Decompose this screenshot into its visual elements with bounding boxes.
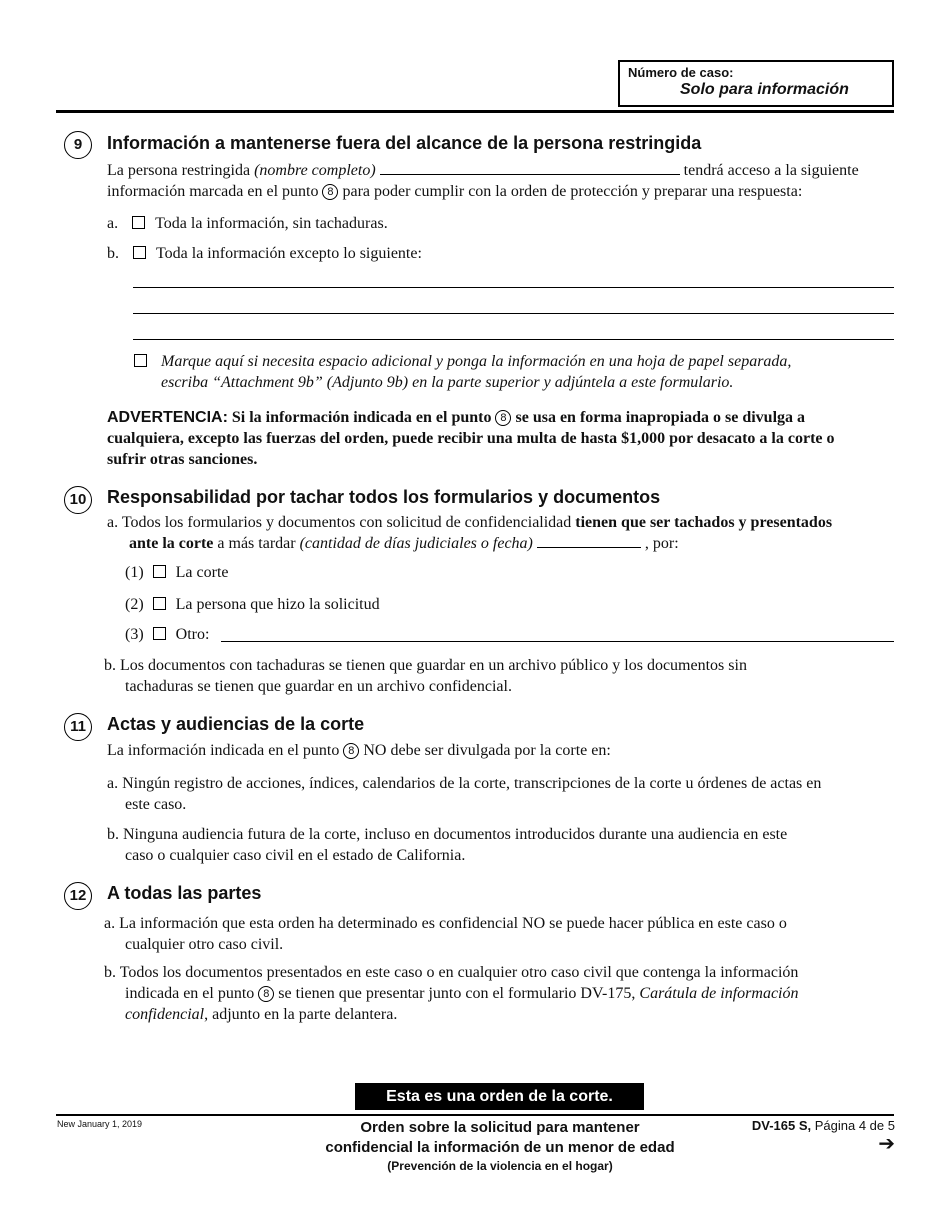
- section-11-intro: La información indicada en el punto 8 NO debe ser divulgada por la corte en:: [107, 742, 611, 759]
- section-12a: a. La información que esta orden ha determinado es confidencial NO se puede hacer pública en este caso o cualquier otro caso civil.: [104, 915, 787, 953]
- court-order-banner: Esta es una orden de la corte.: [355, 1083, 644, 1110]
- warning-label: ADVERTENCIA:: [107, 409, 228, 426]
- form-page-info: [700, 1118, 895, 1155]
- section-10a-line2: ante la corte a más tardar (cantidad de días judiciales o fecha) , por:: [129, 535, 679, 552]
- section-9-number: 9: [64, 131, 92, 159]
- restricted-person-name-field[interactable]: [380, 174, 680, 175]
- section-10-title: Responsabilidad por tachar todos los formularios y documentos: [107, 487, 661, 507]
- section-9-intro-line2: información marcada en el punto 8 para poder cumplir con la orden de protección y preparar una respuesta:: [107, 183, 803, 200]
- checkbox-10a3[interactable]: [153, 627, 166, 640]
- checkbox-10a1[interactable]: [153, 565, 166, 578]
- option-10a3: (3) Otro:: [125, 626, 210, 643]
- case-number-label: Número de caso:: [628, 65, 734, 80]
- option-9b: b. Toda la información excepto lo siguiente:: [107, 245, 422, 262]
- other-party-field[interactable]: [221, 641, 894, 642]
- footer-rule: [56, 1114, 894, 1116]
- section-9-title: Información a mantenerse fuera del alcance de la persona restringida: [107, 133, 702, 153]
- item-8-ref-icon: 8: [258, 986, 274, 1002]
- case-number-box: [618, 60, 894, 107]
- option-10a2: (2) La persona que hizo la solicitud: [125, 596, 380, 613]
- warning-line-3: sufrir otras sanciones.: [107, 451, 258, 468]
- exception-line-3[interactable]: [133, 339, 894, 340]
- section-11-title: Actas y audiencias de la corte: [107, 714, 365, 734]
- section-9-intro: La persona restringida (nombre completo) tendrá acceso a la siguiente: [107, 162, 859, 179]
- warning-line-1: ADVERTENCIA: Si la información indicada en el punto 8 se usa en forma inapropiada o se divulga a: [107, 409, 806, 426]
- item-8-ref-icon: 8: [343, 743, 359, 759]
- form-title: Orden sobre la solicitud para mantener confidencial la información de un menor de edad (Prevención de la violencia en el hogar): [325, 1119, 675, 1173]
- checkbox-10a2[interactable]: [153, 597, 166, 610]
- redaction-deadline-field[interactable]: [537, 547, 641, 548]
- section-10b: b. Los documentos con tachaduras se tienen que guardar en un archivo público y los documentos sin tachaduras se tienen que guardar en un archivo confidencial.: [104, 657, 747, 695]
- section-11a: a. Ningún registro de acciones, índices, calendarios de la corte, transcripciones de la corte u órdenes de actas en este caso.: [107, 775, 822, 813]
- revision-date: New January 1, 2019: [57, 1119, 143, 1129]
- page-number: Página 4 de 5: [811, 1118, 895, 1133]
- item-8-ref-icon: 8: [495, 410, 511, 426]
- form-id: DV-165 S,: [751, 1118, 812, 1133]
- item-8-ref-icon: 8: [322, 184, 338, 200]
- section-11-number: 11: [64, 713, 92, 741]
- exception-line-1[interactable]: [133, 287, 894, 288]
- checkbox-attachment-9b[interactable]: [134, 354, 147, 367]
- attachment-note: Marque aquí si necesita espacio adicional y ponga la información en una hoja de papel separada, escriba “Attachment 9b” (Adjunto 9b) en la parte superior y adjúntela a este formulario.: [161, 353, 792, 391]
- checkbox-9b[interactable]: [133, 246, 146, 259]
- header-rule: [56, 110, 894, 113]
- section-12b: b. Todos los documentos presentados en este caso o en cualquier otro caso civil que contenga la información indicada en el punto 8 se tienen que presentar junto con el formulario DV-175, Carátula de información confidencial, adjunto en la parte delantera.: [104, 964, 799, 1023]
- option-10a1: (1) La corte: [125, 564, 229, 581]
- section-10a-line1: a. Todos los formularios y documentos con solicitud de confidencialidad tienen que ser tachados y presentados: [107, 514, 833, 531]
- next-page-arrow-icon: ➔: [878, 1133, 895, 1155]
- warning-line-2: cualquiera, excepto las fuerzas del orden, puede recibir una multa de hasta $1,000 por desacato a la corte o: [107, 430, 835, 447]
- option-9a: a. Toda la información, sin tachaduras.: [107, 215, 388, 232]
- section-12-number: 12: [64, 882, 92, 910]
- section-11b: b. Ninguna audiencia futura de la corte, incluso en documentos introducidos durante una audiencia en este caso o cualquier caso civil en el estado de California.: [107, 826, 788, 864]
- section-12-title: A todas las partes: [107, 883, 262, 903]
- checkbox-9a[interactable]: [132, 216, 145, 229]
- exception-line-2[interactable]: [133, 313, 894, 314]
- section-10-number: 10: [64, 486, 92, 514]
- case-number-value: Solo para información: [680, 81, 849, 98]
